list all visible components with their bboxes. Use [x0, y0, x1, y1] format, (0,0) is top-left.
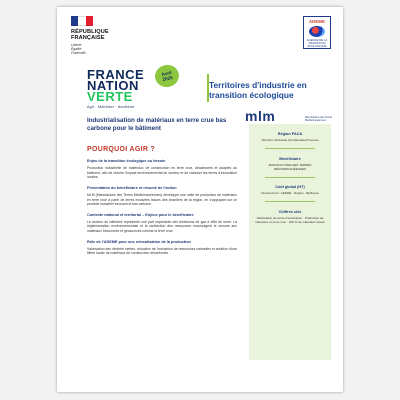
info-heading: Bénéficiaire	[279, 156, 301, 161]
info-text: Financement : ADEME · Région · Bpifrance	[261, 191, 319, 196]
ademe-emblem-icon	[309, 26, 325, 37]
divider	[265, 148, 315, 149]
info-sidebar	[249, 124, 331, 360]
block-text: Production industrielle de matériaux de construction en terre crue, décarbonés et adaptés au bâtiment, afin de réduire l'impact environnemental du secteur et de valoriser les terres d'excavation locales.	[87, 166, 237, 180]
fnv-nation: NATION	[87, 78, 139, 93]
block-heading: Rôle de l'ADEME pour une relocalisation de la production	[87, 239, 191, 244]
info-text: Valorisation de terres d'excavation · Production de matériaux en terre crue · 100 % de matériaux locaux	[255, 215, 325, 224]
info-heading: Coût global (HT)	[275, 185, 305, 190]
divider	[265, 177, 315, 178]
info-text: MANUFACTURE DES TERRES MÉDITERRANÉENNES	[268, 162, 312, 171]
ademe-logo	[303, 16, 331, 49]
motto-egalite: Égalité	[71, 47, 82, 51]
badge-month: Avril	[161, 70, 172, 78]
block-heading: Présentation du bénéficiaire et résumé de l'action	[87, 185, 177, 190]
ademe-name: ADEME	[308, 19, 326, 24]
block-text: Le secteur du bâtiment représente une part importante des émissions de gaz à effet de serre. La réglementation environnementale et la raréfaction des ressources encouragent le recours aux matériaux biosourcés et géosourcés comme la terre crue.	[87, 219, 237, 233]
french-flag-icon	[71, 16, 93, 26]
mlm-logo	[245, 108, 275, 124]
info-heading: Région PACA	[277, 132, 303, 136]
info-heading: Chiffres clés	[278, 209, 302, 214]
mlm-logo-text: mlm	[245, 108, 276, 124]
series-title: Territoires d'industrie en transition écologique	[209, 80, 307, 100]
block-text: MLM (Manufacture des Terres Méditerranéennes) développe une unité de production de matériaux en terre crue à partir de terres excavées issues des chantiers de la région, en s'appuyant sur un procédé industriel innovant et bas carbone.	[87, 192, 237, 207]
document-page	[57, 7, 343, 392]
info-item-cost	[249, 185, 331, 202]
document-title: Industrialisation de matériaux en terre crue bas carbone pour le bâtiment	[87, 117, 227, 132]
info-item-beneficiary	[249, 157, 331, 178]
block-text: Valorisation des déchets inertes, réduction de l'extraction de ressources naturelles et création d'une filière locale de matériaux de construction décarbonés.	[87, 246, 237, 256]
info-item-region	[249, 132, 331, 149]
info-item-key-figures	[249, 210, 331, 224]
badge-year: 2025	[161, 74, 174, 82]
fnv-tagline: Agir · Mobiliser · Accélérer	[87, 105, 135, 109]
fnv-france: FRANCE	[87, 67, 145, 82]
republique-line-1: RÉPUBLIQUE	[71, 29, 109, 35]
motto-liberte: Liberté	[71, 43, 82, 47]
divider	[265, 201, 315, 202]
block-heading: Contexte national et territorial – Enjeux pour le bénéficiaire	[87, 212, 194, 217]
main-content	[87, 117, 237, 256]
mlm-subtitle: Manufacture des Terres Méditerranéennes	[305, 116, 333, 122]
republique-francaise-logo	[71, 16, 131, 55]
fnv-verte: VERTE	[87, 89, 133, 104]
motto-fraternite: Fraternité	[71, 51, 86, 55]
republique-line-2: FRANÇAISE	[71, 35, 105, 41]
ademe-subtitle: AGENCE DE LA TRANSITION ÉCOLOGIQUE	[306, 38, 328, 48]
info-text: Territoire d'industrie Aix-Marseille-Provence	[261, 138, 319, 142]
block-heading: Enjeu de la transition écologique ou besoin	[87, 159, 166, 164]
section-heading: POURQUOI AGIR ?	[87, 146, 156, 154]
